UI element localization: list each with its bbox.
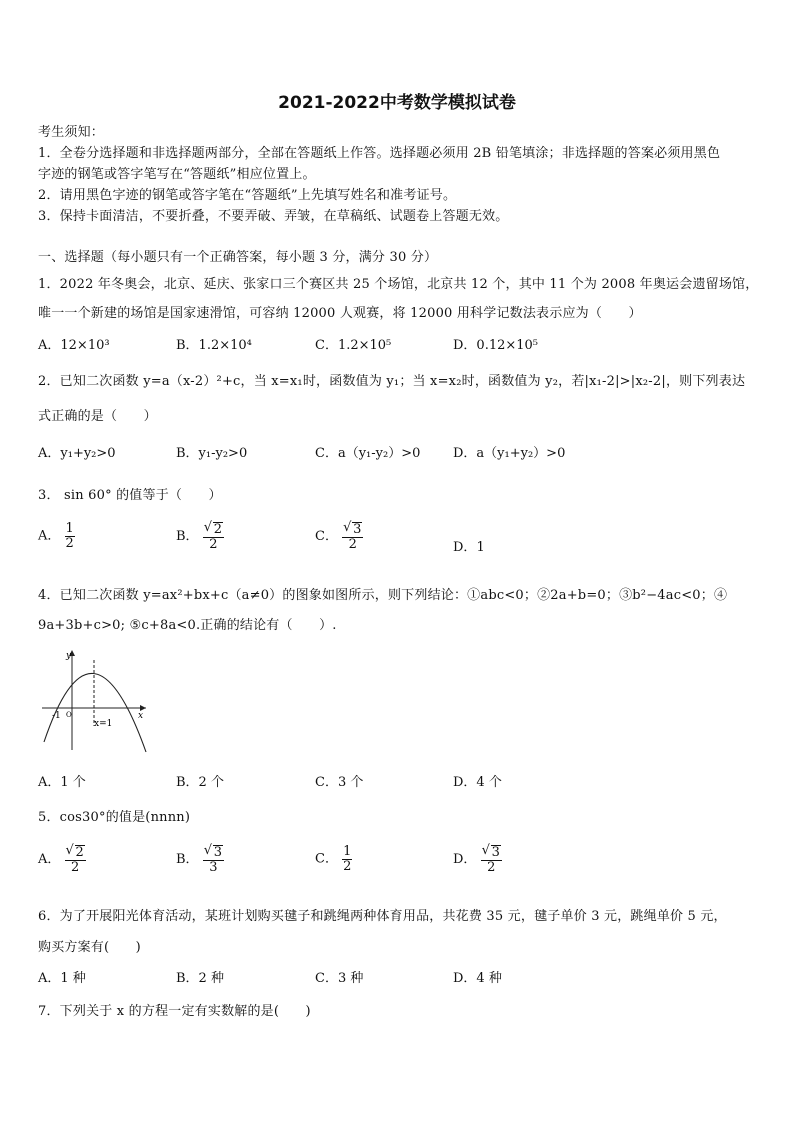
option-letter: B．	[176, 852, 199, 868]
option-letter: B．	[176, 529, 199, 545]
fraction	[342, 845, 352, 873]
q4-stem: 4．已知二次函数 y=ax²+bx+c（a≠0）的图象如图所示，则下列结论：①abc<0；②2a+b=0；③b²−4ac<0；④	[38, 588, 728, 603]
axis-of-symmetry-label: x=1	[94, 719, 113, 729]
option-letter: A．	[38, 852, 61, 868]
q6-stem: 6．为了开展阳光体育活动，某班计划购买毽子和跳绳两种体育用品，共花费 35 元，毽子单价 3 元，跳绳单价 5 元，	[38, 909, 727, 924]
section-heading: 一、选择题（每小题只有一个正确答案，每小题 3 分，满分 30 分）	[38, 250, 438, 265]
fraction	[342, 522, 363, 551]
q5-stem: 5．cos30°的值是(nnnn)	[38, 810, 191, 825]
parabola-graph	[36, 646, 156, 756]
origin-label: O	[66, 711, 72, 719]
page-title: 2021-2022中考数学模拟试卷	[278, 93, 516, 113]
notice-heading: 考生须知：	[38, 125, 105, 140]
q3-option-c	[315, 522, 363, 551]
denominator: 2	[65, 535, 74, 551]
q4-option-a: A．1 个	[38, 775, 86, 790]
denominator: 2	[348, 536, 357, 552]
q1-stem: 唯一一个新建的场馆是国家速滑馆，可容纳 12000 人观赛，将 12000 用科学记数法表示应为（ ）	[38, 306, 642, 321]
q1-option-b: B．1.2×10⁴	[176, 338, 252, 353]
numerator	[65, 845, 86, 861]
denominator: 2	[209, 536, 218, 552]
q2-option-c: C．a（y₁-y₂）>0	[315, 446, 421, 461]
denominator: 2	[71, 859, 80, 875]
y-label: y	[66, 651, 72, 661]
q2-option-d: D．a（y₁+y₂）>0	[453, 446, 566, 461]
q2-option-a: A．y₁+y₂>0	[38, 446, 116, 461]
q6-option-a: A．1 种	[38, 971, 86, 986]
notice-line: 2．请用黑色字迹的钢笔或答字笔在“答题纸”上先填写姓名和准考证号。	[38, 188, 457, 203]
q6-option-c: C．3 种	[315, 971, 364, 986]
numerator	[342, 522, 363, 538]
sqrt-icon: √ 2	[65, 843, 84, 860]
q3-option-b	[176, 522, 224, 551]
option-value: 1	[476, 540, 485, 555]
numerator	[481, 845, 502, 861]
fraction	[65, 522, 75, 550]
option-letter: C．	[315, 529, 338, 545]
q4-option-d: D．4 个	[453, 775, 502, 790]
sqrt-icon: √ 3	[343, 520, 362, 537]
q1-option-c: C．1.2×10⁵	[315, 338, 392, 353]
q4-option-c: C．3 个	[315, 775, 364, 790]
minus-one-label: -1	[52, 711, 61, 721]
numerator	[203, 522, 224, 538]
notice-line: 字迹的钢笔或答字笔写在“答题纸”相应位置上。	[38, 167, 316, 182]
q2-stem: 2．已知二次函数 y=a（x-2）²+c，当 x=x₁时，函数值为 y₁；当 x=x₂时，函数值为 y₂，若|x₁-2|>|x₂-2|，则下列表达	[38, 374, 746, 389]
q3-option-d	[453, 536, 485, 555]
sqrt-icon: √ 3	[481, 843, 500, 860]
q1-option-d: D．0.12×10⁵	[453, 338, 539, 353]
numerator: 1	[65, 521, 74, 536]
notice-line: 3．保持卡面清洁，不要折叠，不要弄破、弄皱，在草稿纸、试题卷上答题无效。	[38, 209, 509, 224]
option-letter: D．	[453, 852, 477, 868]
fraction	[65, 845, 86, 874]
q3-stem: 3． sin 60° 的值等于（ ）	[38, 488, 222, 503]
sqrt-icon: √ 2	[203, 520, 222, 537]
q1-stem: 1．2022 年冬奥会，北京、延庆、张家口三个赛区共 25 个场馆，北京共 12 个，其中 11 个为 2008 年奥运会遗留场馆，	[38, 277, 759, 292]
q4-stem: 9a+3b+c>0; ⑤c+8a<0.正确的结论有（ ）.	[38, 618, 337, 633]
numerator: 1	[343, 844, 352, 859]
q5-option-c	[315, 845, 352, 873]
option-letter: C．	[315, 851, 338, 867]
denominator: 3	[209, 859, 218, 875]
numerator	[203, 845, 224, 861]
x-label: x	[138, 711, 144, 721]
q3-option-a	[38, 522, 75, 550]
denominator: 2	[487, 859, 496, 875]
fraction	[203, 522, 224, 551]
q5-option-a	[38, 845, 86, 874]
q6-stem: 购买方案有( )	[38, 940, 141, 955]
sqrt-icon: √ 3	[203, 843, 222, 860]
q6-option-d: D．4 种	[453, 971, 502, 986]
denominator: 2	[343, 858, 352, 874]
q5-option-d	[453, 845, 502, 874]
q4-option-b: B．2 个	[176, 775, 224, 790]
fraction	[203, 845, 224, 874]
option-letter: D．	[453, 540, 477, 555]
q2-option-b: B．y₁-y₂>0	[176, 446, 248, 461]
notice-line: 1．全卷分选择题和非选择题两部分，全部在答题纸上作答。选择题必须用 2B 铅笔填涂；非选择题的答案必须用黑色	[38, 146, 721, 161]
q1-option-a: A．12×10³	[38, 338, 110, 353]
option-letter: A．	[38, 528, 61, 544]
q6-option-b: B．2 种	[176, 971, 224, 986]
fraction	[481, 845, 502, 874]
q5-option-b	[176, 845, 224, 874]
q2-stem: 式正确的是（ ）	[38, 409, 157, 424]
q7-stem: 7．下列关于 x 的方程一定有实数解的是( )	[38, 1004, 311, 1019]
